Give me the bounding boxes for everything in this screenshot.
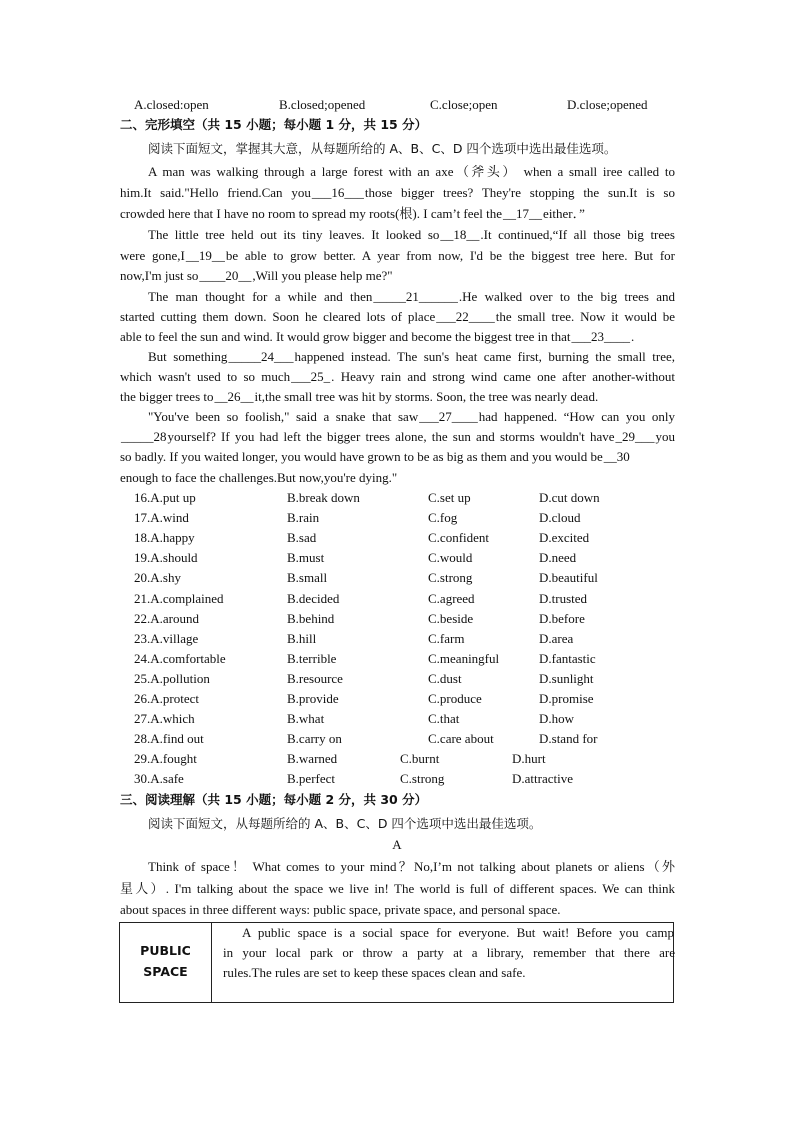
option-c[interactable]: C.beside — [428, 610, 474, 626]
passage-text: able to feel the sun and wind. It would grow bigger and become the biggest tree in that — [120, 329, 571, 344]
table-label: PUBLIC — [140, 943, 191, 958]
option-d[interactable]: D.cut down — [539, 490, 600, 505]
option-a[interactable]: 22.A.around — [134, 610, 199, 626]
option-c[interactable]: C.strong — [428, 570, 473, 586]
option-b[interactable]: B.must — [287, 550, 325, 566]
option-b[interactable]: B.perfect — [287, 771, 336, 787]
q15-option-b: B.closed;opened — [279, 97, 366, 112]
passage-text: had happened. “How can you only — [478, 409, 675, 424]
passage-text: yourself? If you had left the bigger trees alone, the sun and storms wouldn't have — [167, 429, 615, 444]
option-d[interactable]: D.before — [539, 610, 585, 626]
passage-text: those bigger trees? They're stopping the sun.It is so — [364, 185, 675, 200]
option-b[interactable]: B.rain — [287, 510, 320, 526]
blank[interactable]: _____28 — [121, 429, 167, 444]
option-a[interactable]: 26.A.protect — [134, 691, 199, 706]
option-d[interactable]: D.excited — [539, 530, 590, 546]
option-d[interactable]: D.cloud — [539, 510, 581, 526]
passage-text: . Heavy rain and strong wind came one after another-without — [331, 369, 675, 384]
passage-text: .He walked over to the big trees and — [458, 289, 675, 304]
option-b[interactable]: B.behind — [287, 610, 335, 626]
option-b[interactable]: B.carry on — [287, 731, 342, 747]
option-a[interactable]: 17.A.wind — [134, 510, 189, 526]
option-c[interactable]: C.confident — [428, 530, 490, 546]
blank[interactable]: __26__ — [214, 389, 254, 404]
option-a[interactable]: 27.A.which — [134, 711, 195, 727]
section2-heading: 二、完形填空（共 15 小题；每小题 1 分，共 15 分） — [120, 117, 428, 132]
option-d[interactable]: D.promise — [539, 691, 594, 706]
option-a[interactable]: 20.A.shy — [134, 570, 181, 586]
option-a[interactable]: 25.A.pollution — [134, 670, 210, 686]
blank[interactable]: ____20__ — [199, 268, 252, 283]
option-c[interactable]: C.care about — [428, 731, 494, 747]
passage-line — [120, 307, 675, 327]
option-c[interactable]: C.strong — [400, 771, 445, 787]
passage-line — [148, 287, 675, 307]
option-c[interactable]: C.produce — [428, 691, 482, 706]
option-c[interactable]: C.fog — [428, 510, 458, 526]
option-d[interactable]: D.fantastic — [539, 650, 596, 666]
option-b[interactable]: B.resource — [287, 670, 343, 686]
passage-text: either．” — [543, 206, 585, 221]
blank[interactable]: ___27____ — [419, 409, 478, 424]
table-text-line: rules.The rules are set to keep these spaces clean and safe. — [223, 965, 526, 980]
table-label: SPACE — [143, 964, 188, 979]
passage-line — [148, 347, 675, 367]
passage-text: were gone,I — [120, 248, 185, 263]
table-text-line: in your local park or throw a party at a library, remember that there are — [223, 945, 675, 960]
blank[interactable]: _____21______ — [373, 289, 458, 304]
table-text-line: A public space is a social space for everyone. But wait! Before you camp — [242, 925, 674, 940]
option-c[interactable]: C.farm — [428, 630, 465, 646]
passage-text: you — [655, 429, 675, 444]
option-b[interactable]: B.small — [287, 570, 328, 586]
option-a[interactable]: 18.A.happy — [134, 530, 195, 546]
option-b[interactable]: B.terrible — [287, 650, 337, 666]
option-d[interactable]: D.hurt — [512, 751, 546, 767]
passage-text: The little tree held out its tiny leaves. It looked so — [148, 227, 440, 242]
blank[interactable]: ___22____ — [436, 309, 495, 324]
passage-text: the bigger trees to — [120, 389, 214, 404]
passage-label: A — [392, 837, 402, 852]
passage-line — [148, 162, 675, 182]
reading-intro-line: 星人）. I'm talking about the space we live in! The world is full of different spaces. We can think — [120, 881, 675, 896]
option-a[interactable]: 21.A.complained — [134, 590, 224, 606]
passage-text: enough to face the challenges.But now,you're dying." — [120, 470, 398, 485]
passage-text: now,I'm just so — [120, 268, 199, 283]
passage-line — [120, 468, 675, 488]
passage-text: the small tree. Now it would be — [495, 309, 675, 324]
passage-line — [120, 367, 675, 387]
option-c[interactable]: C.that — [428, 711, 460, 727]
option-d[interactable]: D.need — [539, 550, 577, 566]
blank[interactable]: __30 — [603, 449, 630, 464]
option-a[interactable]: 29.A.fought — [134, 751, 197, 767]
section3-heading: 三、阅读理解（共 15 小题；每小题 2 分，共 30 分） — [120, 792, 428, 807]
passage-text: him.It said."Hello friend.Can you — [120, 185, 311, 200]
passage-line — [120, 204, 675, 224]
blank[interactable]: _____24___ — [228, 349, 294, 364]
option-a[interactable]: 30.A.safe — [134, 771, 184, 787]
passage-line — [120, 327, 675, 347]
blank[interactable]: __19__ — [185, 248, 225, 263]
table-label-cell — [120, 923, 212, 1002]
passage-line — [120, 183, 675, 203]
passage-text: The man thought for a while and then — [148, 289, 373, 304]
blank[interactable]: __18__ — [440, 227, 480, 242]
passage-text: which wasn't used to so much — [120, 369, 291, 384]
option-a[interactable]: 28.A.find out — [134, 731, 204, 747]
option-c[interactable]: C.agreed — [428, 590, 475, 606]
blank[interactable]: ___16___ — [311, 185, 364, 200]
passage-line — [120, 427, 675, 447]
passage-text: it,the small tree was hit by storms. Soon, the tree was nearly dead. — [254, 389, 599, 404]
section2-instruction: 阅读下面短文，掌握其大意，从每题所给的 A、B、C、D 四个选项中选出最佳选项。 — [148, 141, 617, 156]
blank[interactable]: _29___ — [615, 429, 655, 444]
space-table — [119, 922, 674, 1003]
passage-text: started cutting them down. Soon he cleared lots of place — [120, 309, 436, 324]
option-c[interactable]: C.dust — [428, 670, 462, 686]
option-d[interactable]: D.beautiful — [539, 570, 598, 586]
passage-line — [120, 387, 675, 407]
option-b[interactable]: B.what — [287, 711, 325, 727]
passage-text: But something — [148, 349, 228, 364]
q15-option-c: C.close;open — [430, 97, 498, 112]
passage-text: happened instead. The sun's heat came first, burning the small tree, — [294, 349, 675, 364]
blank[interactable]: ___23____ — [571, 329, 631, 344]
option-c[interactable]: C.would — [428, 550, 473, 566]
blank[interactable]: ___25_ — [291, 369, 331, 384]
option-b[interactable]: B.break down — [287, 490, 360, 505]
option-a[interactable]: 16.A.put up — [134, 490, 196, 505]
passage-line — [120, 246, 675, 266]
option-b[interactable]: B.sad — [287, 530, 317, 546]
passage-text: ,Will you please help me?" — [252, 268, 393, 283]
passage-line — [148, 225, 675, 245]
option-d[interactable]: D.sunlight — [539, 670, 594, 686]
option-d[interactable]: D.attractive — [512, 771, 573, 787]
option-d[interactable]: D.how — [539, 711, 575, 727]
passage-line — [120, 266, 675, 286]
passage-text: . — [631, 329, 635, 344]
reading-intro-line: about spaces in three different ways: public space, private space, and personal space. — [120, 902, 561, 917]
option-c[interactable]: C.set up — [428, 490, 471, 505]
passage-text: crowded here that I have no room to spread my roots(根). I cam’t feel the — [120, 206, 503, 221]
option-c[interactable]: C.meaningful — [428, 650, 500, 666]
option-d[interactable]: D.trusted — [539, 590, 588, 606]
option-b[interactable]: B.hill — [287, 630, 317, 646]
reading-intro-line: Think of space！ What comes to your mind？No,I’m not talking about planets or aliens（外 — [148, 859, 675, 874]
passage-text: be able to grow better. A year from now, I'd be the biggest tree here. But for — [225, 248, 675, 263]
passage-text: "You've been so foolish," said a snake that saw — [148, 409, 419, 424]
option-c[interactable]: C.burnt — [400, 751, 440, 767]
blank[interactable]: __17__ — [503, 206, 543, 221]
q15-option-d: D.close;opened — [567, 97, 648, 112]
section3-instruction: 阅读下面短文，从每题所给的 A、B、C、D 四个选项中选出最佳选项。 — [148, 816, 542, 831]
option-b[interactable]: B.warned — [287, 751, 338, 767]
option-b[interactable]: B.provide — [287, 691, 339, 706]
q15-option-a: A.closed:open — [134, 97, 209, 112]
option-b[interactable]: B.decided — [287, 590, 340, 606]
option-d[interactable]: D.area — [539, 630, 574, 646]
option-a[interactable]: 24.A.comfortable — [134, 650, 226, 666]
option-d[interactable]: D.stand for — [539, 731, 598, 747]
passage-line — [120, 447, 675, 467]
passage-line — [148, 407, 675, 427]
option-a[interactable]: 19.A.should — [134, 550, 198, 566]
passage-text: A man was walking through a large forest with an axe（斧头） when a small iree called to — [148, 164, 675, 179]
passage-text: .It continued,“If all those big trees — [480, 227, 675, 242]
passage-text: so badly. If you waited longer, you would have grown to be as big as them and you would be — [120, 449, 603, 464]
option-a[interactable]: 23.A.village — [134, 630, 199, 646]
